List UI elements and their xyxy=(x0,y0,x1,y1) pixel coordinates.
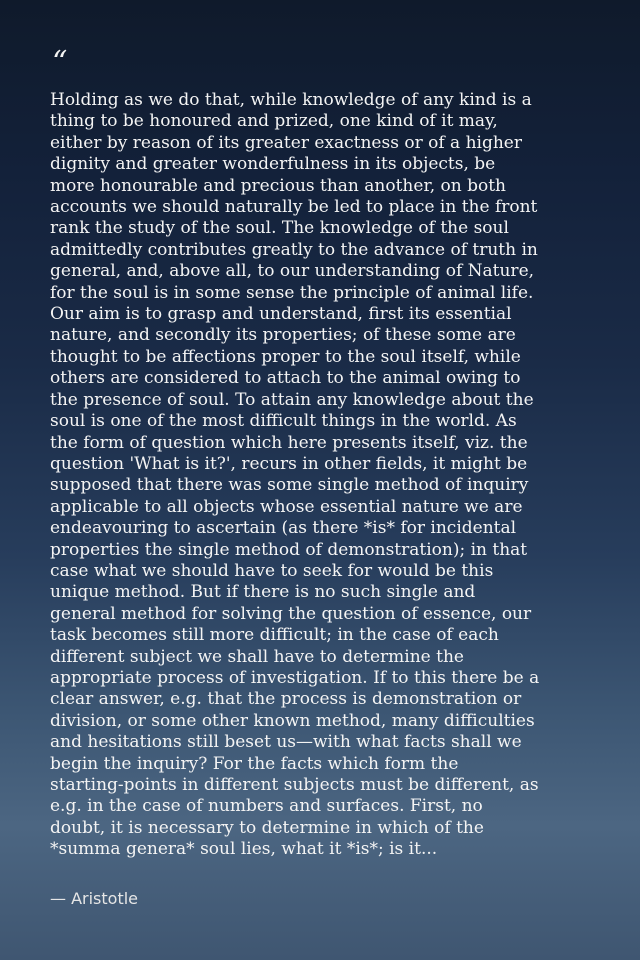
quotation-mark-icon: “ xyxy=(52,45,68,80)
quote-attribution: — Aristotle xyxy=(50,888,139,908)
quote-text: Holding as we do that, while knowledge of any kind is a thing to be honoured and prized, one kind of it may, either by reason of its greater exactness or of a higher dignity and greater wonderfulness in its objects, be more honourable and precious than another, on both accounts we should naturally be led to place in the front rank the study of the soul. The knowledge of the soul admittedly contributes greatly to the advance of truth in general, and, above all, to our understanding of Nature, for the soul is in some sense the principle of animal life. Our aim is to grasp and understand, first its essential nature, and secondly its properties; of these some are thought to be affections proper to the soul itself, while others are considered to attach to the animal owing to the presence of soul. To attain any knowledge about the soul is one of the most difficult things in the world. As the form of question which here presents itself, viz. the question 'What is it?', recurs in other fields, it might be supposed that there was some single method of inquiry applicable to all objects whose essential nature we are endeavouring to ascertain (as there *is* for incidental properties the single method of demonstration); in that case what we should have to seek for would be this unique method. But if there is no such single and general method for solving the question of essence, our task becomes still more difficult; in the case of each different subject we shall have to determine the appropriate process of investigation. If to this there be a clear answer, e.g. that the process is demonstration or division, or some other known method, many difficulties and hesitations still beset us—with what facts shall we begin the inquiry? For the facts which form the starting-points in different subjects must be different, as e.g. in the case of numbers and surfaces. First, no doubt, it is necessary to determine in which of the *summa genera* soul lies, what it *is*; is it... xyxy=(50,90,540,860)
quote-card xyxy=(50,45,600,908)
